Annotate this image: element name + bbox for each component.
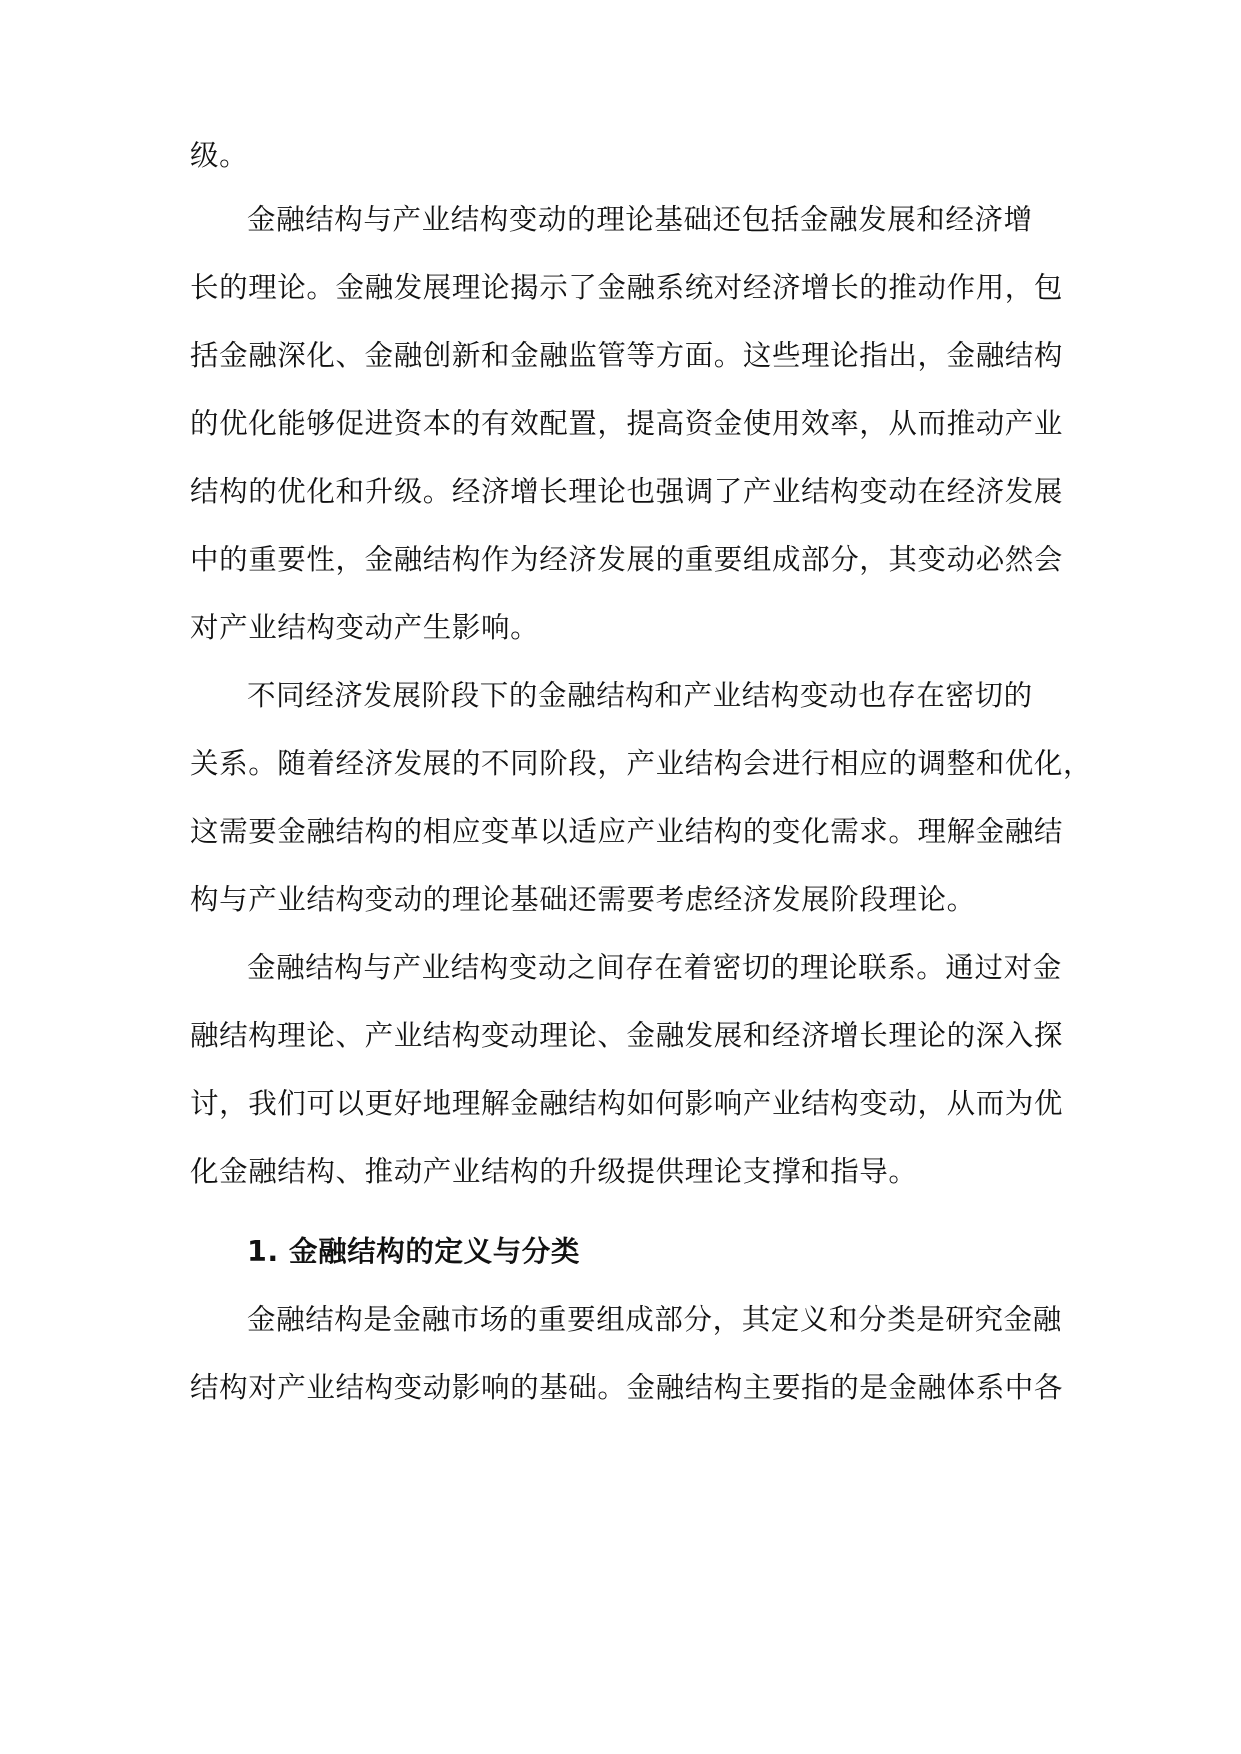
paragraph-3-line-2: 融结构理论、产业结构变动理论、金融发展和经济增长理论的深入探: [190, 1019, 1064, 1052]
paragraph-2-line-3: 这需要金融结构的相应变革以适应产业结构的变化需求。理解金融结: [190, 815, 1064, 848]
paragraph-3-line-4: 化金融结构、推动产业结构的升级提供理论支撑和指导。: [190, 1155, 918, 1188]
section-heading: [247, 1235, 581, 1268]
paragraph-2-line-4: 构与产业结构变动的理论基础还需要考虑经济发展阶段理论。: [190, 883, 976, 916]
paragraph-1-line-4: 的优化能够促进资本的有效配置，提高资金使用效率，从而推动产业: [190, 407, 1064, 440]
paragraph-1-line-5: 结构的优化和升级。经济增长理论也强调了产业结构变动在经济发展: [190, 475, 1064, 508]
paragraph-0-line-1: 级。: [190, 139, 249, 172]
paragraph-3-line-1: 金融结构与产业结构变动之间存在着密切的理论联系。通过对金: [247, 951, 1062, 984]
section-heading-title: 金融结构的定义与分类: [289, 1235, 581, 1268]
paragraph-4-line-1: 金融结构是金融市场的重要组成部分，其定义和分类是研究金融: [247, 1303, 1062, 1336]
paragraph-3-line-3: 讨，我们可以更好地理解金融结构如何影响产业结构变动，从而为优: [190, 1087, 1064, 1120]
paragraph-1-line-1: 金融结构与产业结构变动的理论基础还包括金融发展和经济增: [247, 203, 1033, 236]
paragraph-1-line-3: 括金融深化、金融创新和金融监管等方面。这些理论指出，金融结构: [190, 339, 1064, 372]
paragraph-1-line-6: 中的重要性，金融结构作为经济发展的重要组成部分，其变动必然会: [190, 543, 1064, 576]
paragraph-4-line-2: 结构对产业结构变动影响的基础。金融结构主要指的是金融体系中各: [190, 1371, 1064, 1404]
paragraph-1-line-7: 对产业结构变动产生影响。: [190, 611, 540, 644]
paragraph-2-line-1: 不同经济发展阶段下的金融结构和产业结构变动也存在密切的: [247, 679, 1033, 712]
paragraph-1-line-2: 长的理论。金融发展理论揭示了金融系统对经济增长的推动作用，包: [190, 271, 1064, 304]
paragraph-2-line-2: 关系。随着经济发展的不同阶段，产业结构会进行相应的调整和优化，: [190, 747, 1093, 780]
section-heading-number: 1.: [247, 1235, 279, 1268]
